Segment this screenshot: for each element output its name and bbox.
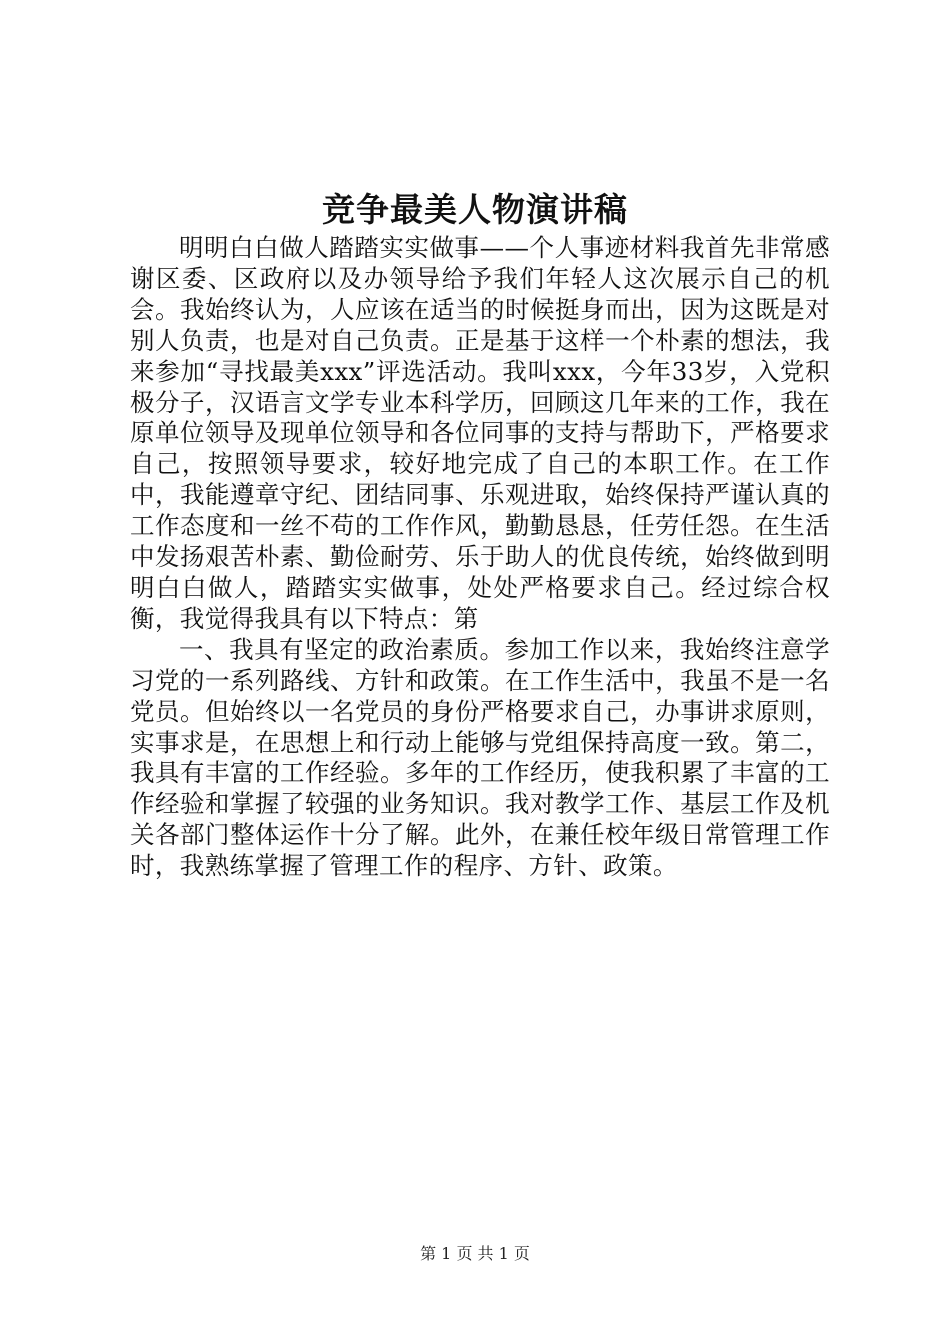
- paragraph-1: 明明白白做人踏踏实实做事——个人事迹材料我首先非常感谢区委、区政府以及办领导给予我们年轻人这次展示自己的机会。我始终认为，人应该在适当的时候挺身而出，因为这既是对别人负责，也是对自己负责。正是基于这样一个朴素的想法，我来参加“寻找最美xxx”评选活动。我叫xxx，今年33岁，入党积极分子，汉语言文学专业本科学历，回顾这几年来的工作，我在原单位领导及现单位领导和各位同事的支持与帮助下，严格要求自己，按照领导要求，较好地完成了自己的本职工作。在工作中，我能遵章守纪、团结同事、乐观进取，始终保持严谨认真的工作态度和一丝不苟的工作作风，勤勤恳恳，任劳任怨。在生活中发扬艰苦朴素、勤俭耐劳、乐于助人的优良传统，始终做到明明白白做人，踏踏实实做事，处处严格要求自己。经过综合权衡，我觉得我具有以下特点：第: [130, 233, 830, 633]
- document-title: 竞争最美人物演讲稿: [322, 190, 628, 229]
- document-body: [130, 233, 830, 882]
- paragraph-2: 一、我具有坚定的政治素质。参加工作以来，我始终注意学习党的一系列路线、方针和政策。在工作生活中，我虽不是一名党员。但始终以一名党员的身份严格要求自己，办事讲求原则，实事求是，在思想上和行动上能够与党组保持高度一致。第二，我具有丰富的工作经验。多年的工作经历，使我积累了丰富的工作经验和掌握了较强的业务知识。我对教学工作、基层工作及机关各部门整体运作十分了解。此外，在兼任校年级日常管理工作时，我熟练掌握了管理工作的程序、方针、政策。: [130, 634, 830, 881]
- page-number-footer: 第 1 页 共 1 页: [420, 1244, 530, 1263]
